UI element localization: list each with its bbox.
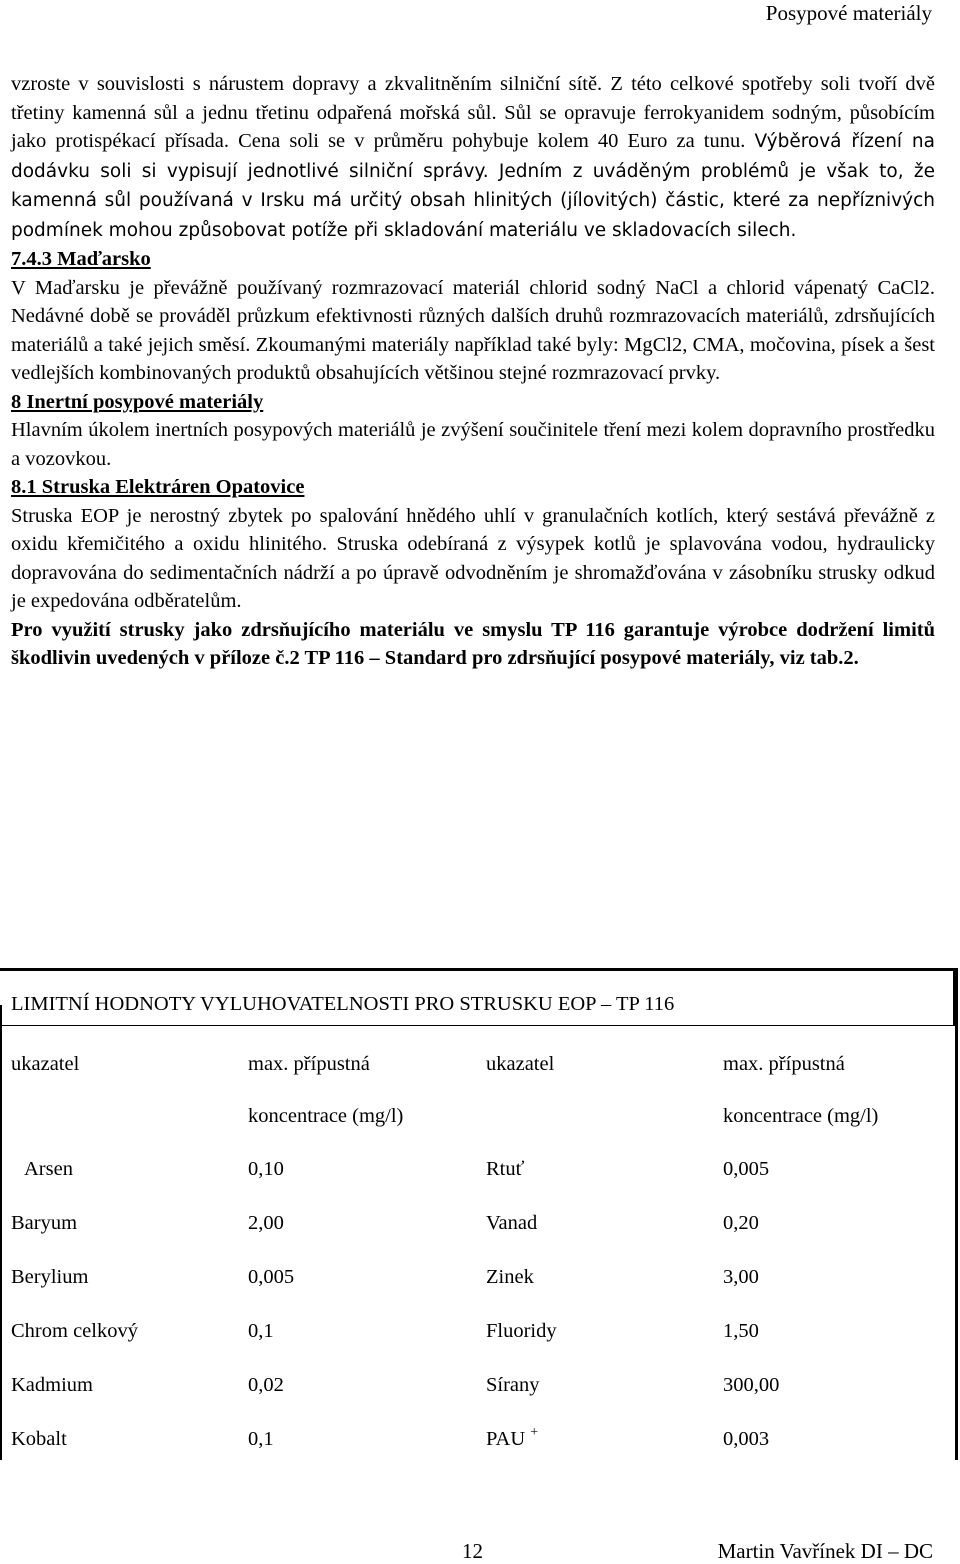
- table-cell: Kobalt: [11, 1428, 67, 1450]
- table-border-right: [955, 968, 958, 1460]
- paragraph-slag: Struska EOP je nerostný zbytek po spalování hnědého uhlí v granulačních kotlích, který sestává převážně z oxidu křemičitého a oxidu hlinitého. Struska odebíraná z výsypek kotlů je splavována vodou, hydraulicky dopravována do sedimentačních nádrží a po úpravě odvodněním je shromažďována v zásobníku strusky odkud je expedována odběratelům.: [11, 504, 935, 612]
- superscript-plus: +: [530, 1425, 539, 1440]
- table-cell: Sírany: [486, 1374, 540, 1396]
- paragraph-salt: [11, 70, 935, 245]
- heading-hungary: 7.4.3 Maďarsko: [11, 248, 151, 270]
- heading-inert-materials: 8 Inertní posypové materiály: [11, 390, 264, 413]
- table-cell: 0,02: [248, 1374, 284, 1396]
- header-max-concentration-1: max. přípustná koncentrace (mg/l): [248, 1053, 404, 1127]
- page-number: 12: [462, 1539, 483, 1563]
- paragraph-salt-serif: vzroste v souvislosti s nárustem dopravy a zkvalitněním silniční sítě. Z této celkové spotřeby soli tvoří dvě třetiny kamenná sůl a jednu třetinu odpařená mořská sůl. Sůl se opravuje ferrokyanidem sodným, působícím jako protispékací přísada. Cena soli se v průměru pohybuje kolem 40 Euro za tunu.: [11, 73, 935, 152]
- footer-author: Martin Vavřínek DI – DC: [717, 1539, 933, 1563]
- table-cell: 0,005: [723, 1158, 770, 1180]
- table-cell: Zinek: [486, 1266, 534, 1288]
- running-header: Posypové materiály: [765, 1, 932, 25]
- table-cell: 0,1: [248, 1428, 274, 1450]
- paragraph-inert-materials: Hlavním úkolem inertních posypových materiálů je zvýšení součinitele tření mezi kolem dopravního prostředku a vozovkou.: [11, 419, 935, 470]
- limits-table: [0, 968, 956, 1466]
- table-cell: Vanad: [486, 1212, 538, 1234]
- paragraph-slag-bold: Pro využití strusky jako zdrsňujícího materiálu ve smyslu TP 116 garantuje výrobce dodržení limitů škodlivin uvedených v příloze č.2 TP 116 – Standard pro zdrsňující posypové materiály, viz tab.2.: [11, 618, 935, 669]
- heading-slag: 8.1 Struska Elektráren Opatovice: [11, 476, 305, 498]
- header-max-concentration-2: max. přípustná koncentrace (mg/l): [723, 1053, 879, 1127]
- table-cell: 1,50: [723, 1320, 759, 1342]
- header-indicator-1: ukazatel: [11, 1053, 80, 1075]
- table-cell: Kadmium: [11, 1374, 93, 1396]
- table-cell: 0,1: [248, 1320, 274, 1342]
- paragraph-hungary: V Maďarsku je převážně používaný rozmrazovací materiál chlorid sodný NaCl a chlorid vápenatý CaCl2. Nedávné době se prováděl průzkum efektivnosti různých dalších druhů rozmrazovacích materiálů, zdrsňujících materiálů a také jejich směsí. Zkoumanými materiály například také byly: MgCl2, CMA, močovina, písek a šest vedlejších kombinovaných produktů obsahujících většinou stejné rozmrazovací prvky.: [11, 276, 935, 384]
- table-cell: 2,00: [248, 1212, 284, 1234]
- table-cell: 300,00: [723, 1374, 780, 1396]
- table-cell: PAU +: [486, 1425, 539, 1450]
- table-cell: Arsen: [24, 1158, 73, 1180]
- table-cell: 0,005: [248, 1266, 295, 1288]
- table-cell: Fluoridy: [486, 1320, 557, 1342]
- table-cell: Baryum: [11, 1212, 78, 1234]
- table-cell: 3,00: [723, 1266, 759, 1288]
- paragraph-salt-sans: Výběrová řízení na dodávku soli si vypisují jednotlivé silniční správy. Jedním z uváděným problémů je však to, že kamenná sůl používaná v Irsku má určitý obsah hlinitých (jílovitých) částic, které za nepříznivých podmínek mohou způsobovat potíže při skladování materiálu ve skladovacích silech.: [11, 131, 935, 241]
- table-cell: Chrom celkový: [11, 1320, 138, 1342]
- table-title: LIMITNÍ HODNOTY VYLUHOVATELNOSTI PRO STRUSKU EOP – TP 116: [0, 970, 955, 1026]
- table-cell: Rtuť: [486, 1158, 525, 1180]
- table-cell: 0,20: [723, 1212, 759, 1234]
- table-cell: Berylium: [11, 1266, 89, 1288]
- table-border-left: [0, 1005, 2, 1460]
- table-cell: 0,10: [248, 1158, 284, 1180]
- table-cell: 0,003: [723, 1428, 770, 1450]
- header-indicator-2: ukazatel: [486, 1053, 555, 1075]
- document-body: [11, 70, 935, 673]
